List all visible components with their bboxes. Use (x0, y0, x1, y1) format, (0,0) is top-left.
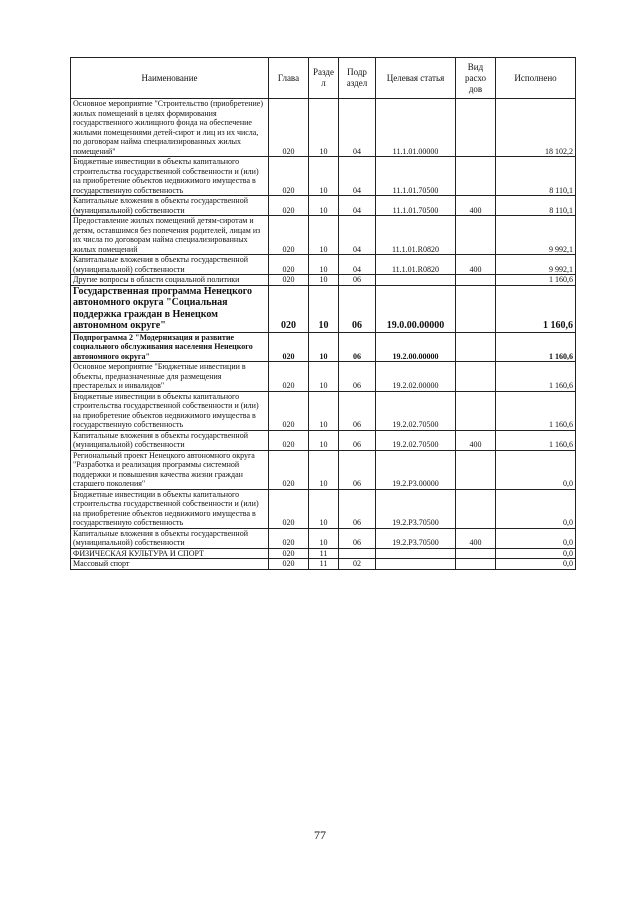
cell-podrazdel: 06 (339, 391, 376, 430)
cell-name: Основное мероприятие "Строительство (приобретение) жилых помещений в целях формирования государственного жилищного фонда на обеспечение жилыми помещениями детей-сирот и лиц из их числа, по договорам найма специализированных жилых помещений" (71, 99, 269, 157)
table-row (71, 255, 576, 275)
cell-razdel: 10 (309, 196, 339, 216)
cell-ispolneno: 9 992,1 (496, 255, 576, 275)
cell-ispolneno: 0,0 (496, 528, 576, 548)
cell-podrazdel: 06 (339, 450, 376, 489)
cell-podrazdel: 04 (339, 255, 376, 275)
cell-statya: 19.2.00.00000 (376, 332, 456, 362)
table-row (71, 450, 576, 489)
cell-vid: 400 (456, 255, 496, 275)
table-row (71, 362, 576, 392)
cell-vid (456, 489, 496, 528)
table-row (71, 489, 576, 528)
cell-vid (456, 99, 496, 157)
cell-ispolneno: 1 160,6 (496, 362, 576, 392)
cell-glava: 020 (269, 430, 309, 450)
cell-ispolneno: 1 160,6 (496, 285, 576, 332)
cell-name: Массовый спорт (71, 559, 269, 570)
cell-name: Капитальные вложения в объекты государственной (муниципальной) собственности (71, 255, 269, 275)
cell-ispolneno: 0,0 (496, 548, 576, 559)
cell-glava: 020 (269, 285, 309, 332)
cell-razdel: 10 (309, 528, 339, 548)
cell-glava: 020 (269, 157, 309, 196)
cell-name: Основное мероприятие "Бюджетные инвестиции в объекты, предназначенные для размещения престарелых и инвалидов" (71, 362, 269, 392)
cell-glava: 020 (269, 275, 309, 286)
cell-statya: 19.2.02.70500 (376, 430, 456, 450)
cell-glava: 020 (269, 332, 309, 362)
cell-statya: 19.2.P3.70500 (376, 489, 456, 528)
header-razdel: Разде л (309, 58, 339, 99)
cell-podrazdel: 06 (339, 362, 376, 392)
cell-name: Государственная программа Ненецкого автономного округа "Социальная поддержка граждан в Ненецком автономном округе" (71, 285, 269, 332)
table-row (71, 99, 576, 157)
cell-razdel: 11 (309, 548, 339, 559)
cell-podrazdel (339, 548, 376, 559)
cell-name: Региональный проект Ненецкого автономного округа "Разработка и реализация программы системной поддержки и повышения качества жизни граждан старшего поколения" (71, 450, 269, 489)
cell-ispolneno: 0,0 (496, 489, 576, 528)
cell-razdel: 10 (309, 255, 339, 275)
cell-podrazdel: 06 (339, 489, 376, 528)
cell-glava: 020 (269, 196, 309, 216)
cell-ispolneno: 0,0 (496, 559, 576, 570)
cell-glava: 020 (269, 216, 309, 255)
cell-ispolneno: 9 992,1 (496, 216, 576, 255)
cell-glava: 020 (269, 559, 309, 570)
cell-ispolneno: 1 160,6 (496, 391, 576, 430)
cell-podrazdel: 06 (339, 285, 376, 332)
cell-vid (456, 285, 496, 332)
header-glava: Глава (269, 58, 309, 99)
cell-name: ФИЗИЧЕСКАЯ КУЛЬТУРА И СПОРТ (71, 548, 269, 559)
cell-vid (456, 216, 496, 255)
cell-podrazdel: 02 (339, 559, 376, 570)
cell-statya: 19.2.02.70500 (376, 391, 456, 430)
cell-razdel: 10 (309, 489, 339, 528)
cell-razdel: 11 (309, 559, 339, 570)
header-ispolneno: Исполнено (496, 58, 576, 99)
cell-vid: 400 (456, 430, 496, 450)
cell-podrazdel: 06 (339, 528, 376, 548)
cell-name: Капитальные вложения в объекты государственной (муниципальной) собственности (71, 528, 269, 548)
cell-vid (456, 362, 496, 392)
cell-vid (456, 450, 496, 489)
header-name: Наименование (71, 58, 269, 99)
cell-podrazdel: 04 (339, 216, 376, 255)
table-row (71, 559, 576, 570)
cell-razdel: 10 (309, 99, 339, 157)
cell-name: Предоставление жилых помещений детям-сиротам и детям, оставшимся без попечения родителей, лицам из их числа по договорам найма специализированных жилых помещений (71, 216, 269, 255)
cell-vid (456, 559, 496, 570)
cell-statya (376, 548, 456, 559)
table-row (71, 216, 576, 255)
cell-vid: 400 (456, 528, 496, 548)
table-row (71, 196, 576, 216)
cell-ispolneno: 1 160,6 (496, 430, 576, 450)
table-row (71, 528, 576, 548)
cell-name: Другие вопросы в области социальной политики (71, 275, 269, 286)
table-header-row (71, 58, 576, 99)
cell-ispolneno: 8 110,1 (496, 196, 576, 216)
cell-razdel: 10 (309, 391, 339, 430)
cell-razdel: 10 (309, 216, 339, 255)
table-row (71, 157, 576, 196)
cell-podrazdel: 06 (339, 332, 376, 362)
header-podrazdel: Подр аздел (339, 58, 376, 99)
cell-name: Бюджетные инвестиции в объекты капитального строительства государственной собственности и (или) на приобретение объектов недвижимого имущества в государственную собственность (71, 157, 269, 196)
header-vid: Вид расхо дов (456, 58, 496, 99)
cell-name: Подпрограмма 2 "Модернизация и развитие социального обслуживания населения Ненецкого автономного округа" (71, 332, 269, 362)
table-row (71, 332, 576, 362)
cell-name: Бюджетные инвестиции в объекты капитального строительства государственной собственности и (или) на приобретение объектов недвижимого имущества в государственную собственность (71, 391, 269, 430)
table-row (71, 285, 576, 332)
cell-razdel: 10 (309, 362, 339, 392)
cell-podrazdel: 04 (339, 99, 376, 157)
cell-razdel: 10 (309, 157, 339, 196)
cell-glava: 020 (269, 528, 309, 548)
cell-glava: 020 (269, 489, 309, 528)
cell-statya: 11.1.01.R0820 (376, 216, 456, 255)
cell-statya: 19.0.00.00000 (376, 285, 456, 332)
header-statya: Целевая статья (376, 58, 456, 99)
cell-glava: 020 (269, 391, 309, 430)
cell-ispolneno: 1 160,6 (496, 332, 576, 362)
table-body (71, 99, 576, 570)
cell-statya: 11.1.01.00000 (376, 99, 456, 157)
cell-podrazdel: 06 (339, 275, 376, 286)
cell-vid (456, 391, 496, 430)
cell-glava: 020 (269, 450, 309, 489)
cell-statya: 19.2.P3.70500 (376, 528, 456, 548)
cell-ispolneno: 18 102,2 (496, 99, 576, 157)
cell-statya (376, 559, 456, 570)
cell-vid: 400 (456, 196, 496, 216)
cell-ispolneno: 8 110,1 (496, 157, 576, 196)
page-number: 77 (314, 828, 326, 842)
cell-razdel: 10 (309, 430, 339, 450)
table-row (71, 391, 576, 430)
cell-razdel: 10 (309, 275, 339, 286)
budget-table (70, 57, 576, 570)
table-row (71, 275, 576, 286)
cell-glava: 020 (269, 99, 309, 157)
cell-podrazdel: 04 (339, 157, 376, 196)
table-row (71, 548, 576, 559)
cell-name: Капитальные вложения в объекты государственной (муниципальной) собственности (71, 196, 269, 216)
cell-glava: 020 (269, 362, 309, 392)
cell-ispolneno: 0,0 (496, 450, 576, 489)
cell-statya: 11.1.01.70500 (376, 196, 456, 216)
table-row (71, 430, 576, 450)
cell-vid (456, 548, 496, 559)
cell-podrazdel: 06 (339, 430, 376, 450)
cell-statya: 19.2.02.00000 (376, 362, 456, 392)
cell-glava: 020 (269, 548, 309, 559)
cell-statya: 11.1.01.70500 (376, 157, 456, 196)
cell-name: Капитальные вложения в объекты государственной (муниципальной) собственности (71, 430, 269, 450)
cell-vid (456, 157, 496, 196)
cell-razdel: 10 (309, 450, 339, 489)
cell-vid (456, 332, 496, 362)
cell-razdel: 10 (309, 332, 339, 362)
cell-razdel: 10 (309, 285, 339, 332)
cell-vid (456, 275, 496, 286)
cell-name: Бюджетные инвестиции в объекты капитального строительства государственной собственности и (или) на приобретение объектов недвижимого имущества в государственную собственность (71, 489, 269, 528)
cell-podrazdel: 04 (339, 196, 376, 216)
cell-statya: 19.2.P3.00000 (376, 450, 456, 489)
cell-statya (376, 275, 456, 286)
cell-ispolneno: 1 160,6 (496, 275, 576, 286)
cell-statya: 11.1.01.R0820 (376, 255, 456, 275)
cell-glava: 020 (269, 255, 309, 275)
